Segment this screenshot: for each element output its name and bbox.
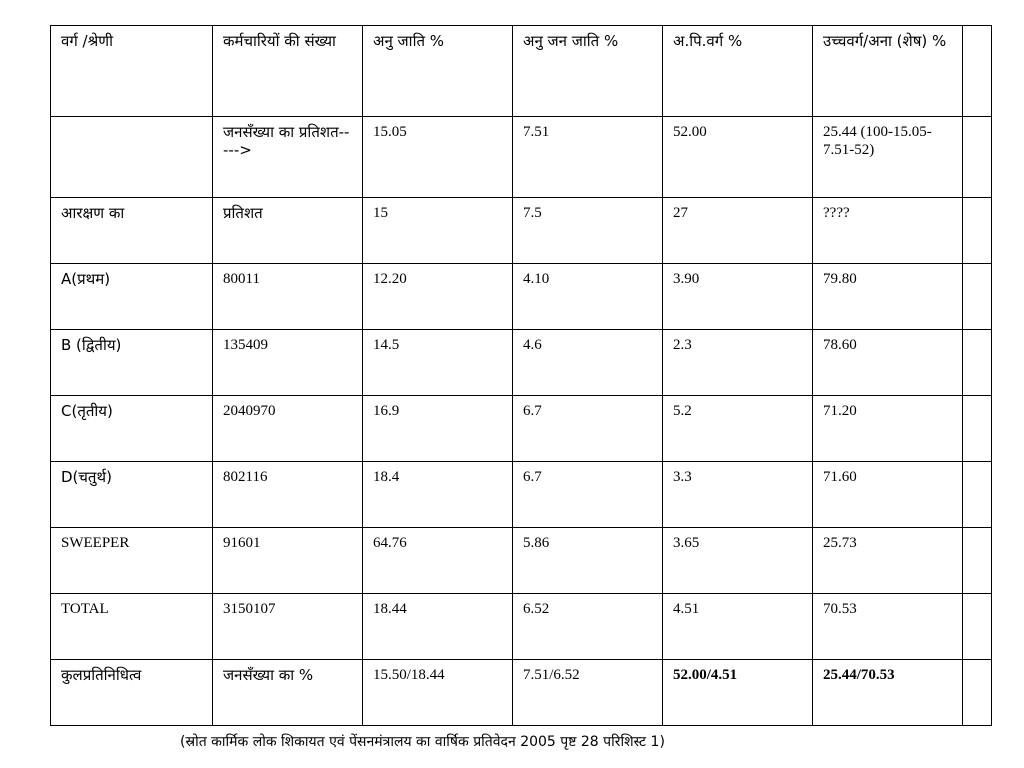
header-obc: अ.पि.वर्ग % [663,26,813,117]
reservation-statistics-table [50,25,992,726]
empty-cell [963,462,992,528]
empty-cell [963,528,992,594]
header-row [51,26,992,117]
row-general: 70.53 [813,594,963,660]
header-st: अनु जन जाति % [513,26,663,117]
empty-cell [963,264,992,330]
row-obc: 2.3 [663,330,813,396]
row-category: SWEEPER [51,528,213,594]
empty-cell [963,396,992,462]
table-row [51,264,992,330]
row-category: B (द्वितीय) [51,330,213,396]
reservation-obc: 27 [663,198,813,264]
row-st: 5.86 [513,528,663,594]
row-employees: 135409 [213,330,363,396]
representation-category: कुलप्रतिनिधित्व [51,660,213,726]
row-st: 6.52 [513,594,663,660]
row-st: 6.7 [513,396,663,462]
population-category [51,117,213,198]
row-general: 78.60 [813,330,963,396]
row-sc: 14.5 [363,330,513,396]
row-employees: 91601 [213,528,363,594]
row-sc: 18.44 [363,594,513,660]
population-st: 7.51 [513,117,663,198]
representation-sc: 15.50/18.44 [363,660,513,726]
header-sc: अनु जाति % [363,26,513,117]
population-obc: 52.00 [663,117,813,198]
reservation-general: ???? [813,198,963,264]
row-category: TOTAL [51,594,213,660]
row-st: 4.10 [513,264,663,330]
table-row [51,396,992,462]
row-category: A(प्रथम) [51,264,213,330]
row-sc: 16.9 [363,396,513,462]
population-sc: 15.05 [363,117,513,198]
empty-cell [963,660,992,726]
row-employees: 3150107 [213,594,363,660]
reservation-row [51,198,992,264]
row-general: 25.73 [813,528,963,594]
representation-st: 7.51/6.52 [513,660,663,726]
empty-cell [963,117,992,198]
table-row [51,528,992,594]
row-st: 4.6 [513,330,663,396]
row-employees: 802116 [213,462,363,528]
row-st: 6.7 [513,462,663,528]
source-note: (स्रोत कार्मिक लोक शिकायत एवं पेंसनमंत्रालय का वार्षिक प्रतिवेदन 2005 पृष्ट 28 परिशिस्ट 1) [180,734,665,750]
reservation-sc: 15 [363,198,513,264]
row-sc: 64.76 [363,528,513,594]
table-row [51,594,992,660]
row-general: 71.60 [813,462,963,528]
row-obc: 4.51 [663,594,813,660]
row-obc: 3.3 [663,462,813,528]
header-empty [963,26,992,117]
row-sc: 12.20 [363,264,513,330]
population-general: 25.44 (100-15.05-7.51-52) [813,117,963,198]
table-row [51,462,992,528]
row-obc: 3.90 [663,264,813,330]
reservation-st: 7.5 [513,198,663,264]
row-category: D(चतुर्थ) [51,462,213,528]
row-employees: 80011 [213,264,363,330]
reservation-category: आरक्षण का [51,198,213,264]
row-sc: 18.4 [363,462,513,528]
table-row [51,330,992,396]
row-obc: 3.65 [663,528,813,594]
representation-general: 25.44/70.53 [813,660,963,726]
representation-label: जनसँख्या का % [213,660,363,726]
row-general: 71.20 [813,396,963,462]
representation-row [51,660,992,726]
empty-cell [963,198,992,264]
population-row [51,117,992,198]
population-label: जनसँख्या का प्रतिशत-----> [213,117,363,198]
representation-obc: 52.00/4.51 [663,660,813,726]
row-category: C(तृतीय) [51,396,213,462]
header-category: वर्ग /श्रेणी [51,26,213,117]
row-employees: 2040970 [213,396,363,462]
empty-cell [963,594,992,660]
empty-cell [963,330,992,396]
header-general: उच्चवर्ग/अना (शेष) % [813,26,963,117]
reservation-label: प्रतिशत [213,198,363,264]
row-general: 79.80 [813,264,963,330]
header-employees: कर्मचारियों की संख्या [213,26,363,117]
row-obc: 5.2 [663,396,813,462]
